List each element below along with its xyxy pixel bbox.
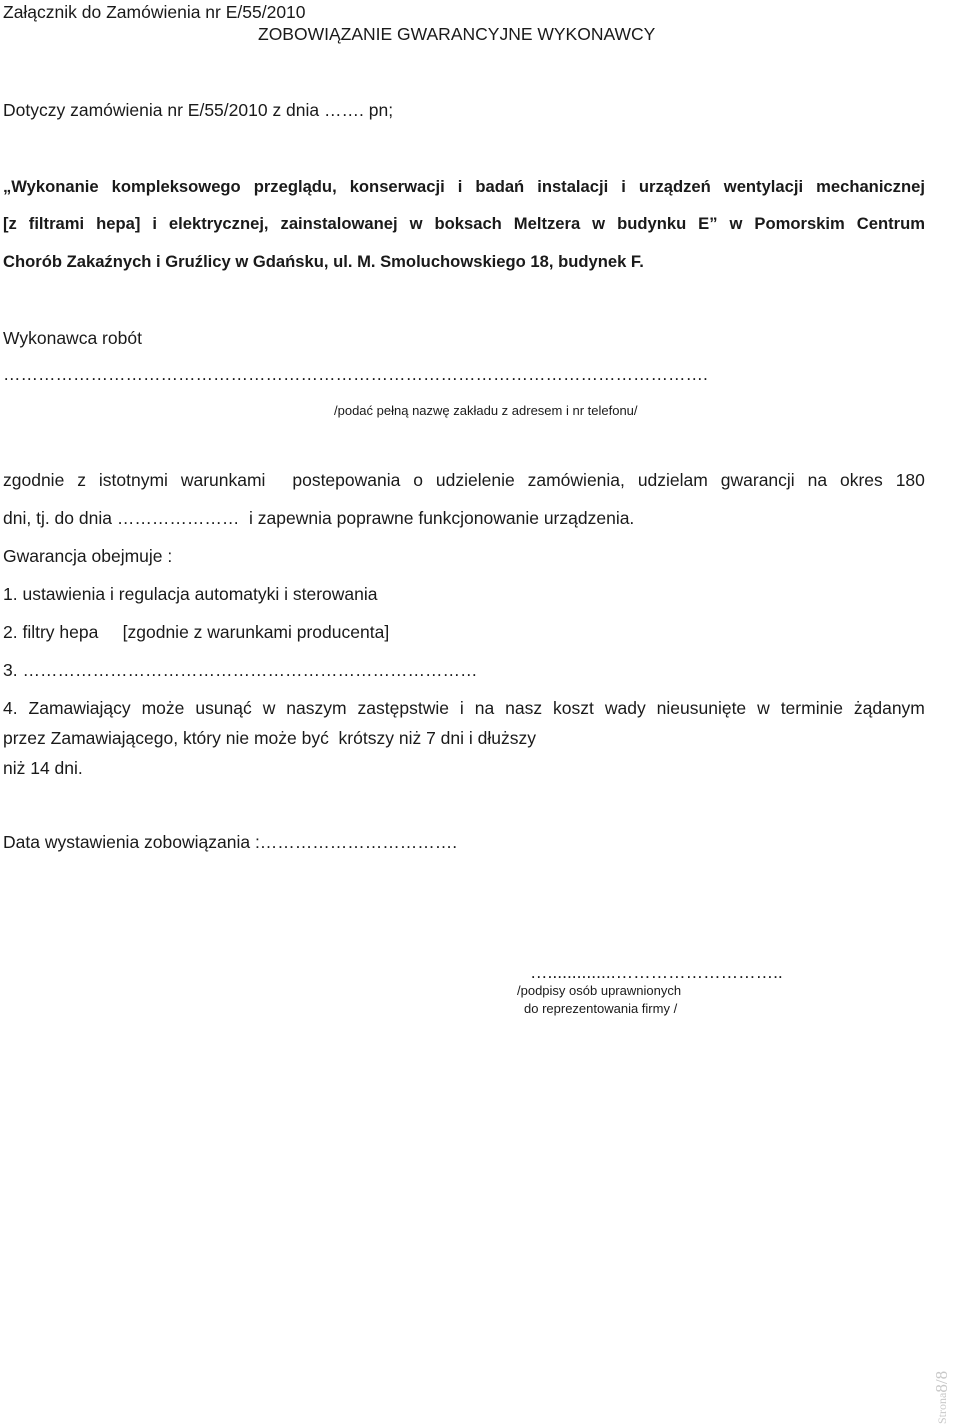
attachment-header: Załącznik do Zamówienia nr E/55/2010	[3, 2, 306, 22]
page-label: Strona	[935, 1392, 949, 1424]
subject-line-3: Chorób Zakaźnych i Gruźlicy w Gdańsku, ul. M. Smoluchowskiego 18, budynek F.	[3, 252, 644, 271]
coverage-item-4-line-1: 4. Zamawiający może usunąć w naszym zastępstwie i na nasz koszt wady nieusunięte w terminie żądanym	[3, 698, 925, 718]
page-number	[932, 1358, 960, 1424]
contractor-hint: /podać pełną nazwę zakładu z adresem i nr telefonu/	[334, 403, 638, 418]
coverage-label: Gwarancja obejmuje :	[3, 546, 173, 566]
signature-dots: …..............………………………..	[530, 962, 783, 982]
coverage-item-1: 1. ustawienia i regulacja automatyki i sterowania	[3, 584, 378, 604]
signature-caption-2: do reprezentowania firmy /	[524, 1001, 678, 1016]
coverage-item-3: 3. ……………………………………………………………………	[3, 660, 478, 680]
statement-line-2: dni, tj. do dnia ………………… i zapewnia poprawne funkcjonowanie urządzenia.	[3, 508, 635, 528]
subject-line-1: „Wykonanie kompleksowego przeglądu, konserwacji i badań instalacji i urządzeń wentylacji mechanicznej	[3, 177, 925, 196]
contractor-dots: ………………………………………………………………………………………………………….	[3, 364, 708, 384]
coverage-item-4-line-2: przez Zamawiającego, który nie może być krótszy niż 7 dni i dłuższy	[3, 728, 536, 748]
coverage-item-4-line-3: niż 14 dni.	[3, 758, 83, 778]
page-number-value: 8/8	[932, 1370, 951, 1393]
contractor-label: Wykonawca robót	[3, 328, 142, 348]
subject-line-2: [z filtrami hepa] i elektrycznej, zainstalowanej w boksach Meltzera w budynku E” w Pomorskim Centrum	[3, 214, 925, 233]
signature-caption-1: /podpisy osób uprawnionych	[517, 983, 682, 998]
issue-date: Data wystawienia zobowiązania :…………………………….	[3, 832, 458, 852]
statement-line-1: zgodnie z istotnymi warunkami postepowania o udzielenie zamówienia, udzielam gwarancji na okres 180	[3, 470, 925, 490]
order-reference: Dotyczy zamówienia nr E/55/2010 z dnia ……. pn;	[3, 100, 394, 120]
coverage-item-2: 2. filtry hepa [zgodnie z warunkami producenta]	[3, 622, 390, 642]
document-title: ZOBOWIĄZANIE GWARANCYJNE WYKONAWCY	[258, 24, 656, 44]
